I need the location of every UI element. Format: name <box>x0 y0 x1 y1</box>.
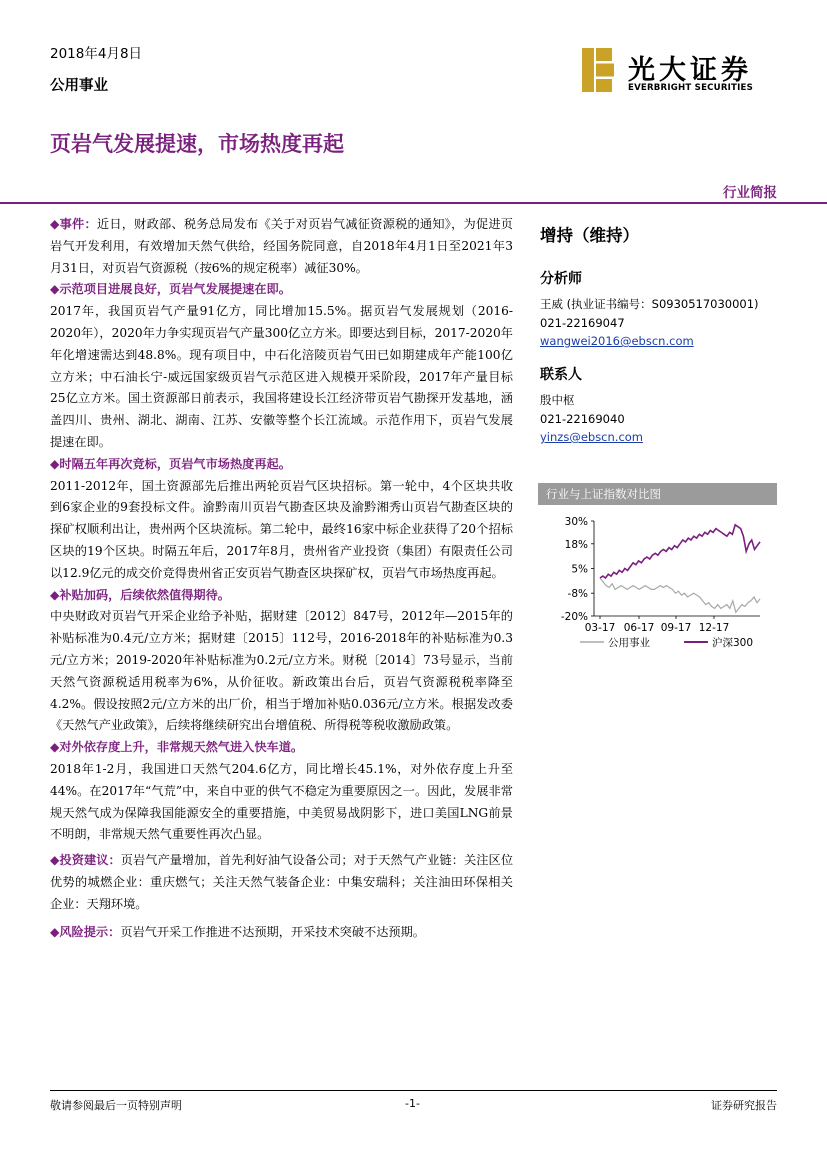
event-paragraph <box>50 214 513 279</box>
chart-series-line-hs300 <box>600 525 760 578</box>
dependence-paragraph: 2018年1-2月，我国进口天然气204.6亿方，同比增长45.1%，对外依存度上升至44%。在2017年“气荒”中，来自中亚的供气不稳定为重要原因之一。因此，发展非常规天然气成为保障我国能源安全的重要措施，中美贸易战阴影下，进口美国LNG前景不明朗，非常规天然气重要性再次凸显。 <box>50 761 513 842</box>
investment-text: 页岩气产量增加，首先利好油气设备公司；对于天然气产业链：关注区位优势的城燃企业：重庆燃气；关注天然气装备企业：中集安瑞科；关注油田环保相关企业：天翔环境。 <box>50 853 514 911</box>
sector-label: 公用事业 <box>50 78 108 94</box>
chart-x-tick-label: 09-17 <box>660 622 692 634</box>
footer-disclaimer: 敬请参阅最后一页特别声明 <box>50 1099 182 1112</box>
section-heading-dependence: ◆对外依存度上升，非常规天然气进入快车道。 <box>50 740 304 755</box>
risk-paragraph <box>50 922 513 944</box>
section-heading-bidding: ◆时隔五年再次竞标，页岩气市场热度再起。 <box>50 456 291 471</box>
analyst-phone: 021-22169047 <box>540 316 625 330</box>
chart-x-tick-label: 03-17 <box>584 622 616 634</box>
investment-lead: ◆投资建议： <box>50 853 121 868</box>
chart-y-tick-label: -20% <box>560 611 588 623</box>
company-logo <box>582 46 782 98</box>
logo-chinese-text: 光大证券 <box>628 55 752 86</box>
risk-lead: ◆风险提示： <box>50 924 121 939</box>
contact-phone: 021-22169040 <box>540 412 625 426</box>
chart-x-tick-label: 06-17 <box>623 622 655 634</box>
contact-name: 殷中枢 <box>540 393 575 407</box>
comparison-chart <box>538 508 777 658</box>
section-heading-demo: ◆示范项目进展良好，页岩气发展提速在即。 <box>50 282 291 297</box>
report-type: 行业简报 <box>723 185 777 201</box>
demo-paragraph: 2017年，我国页岩气产量91亿方，同比增加15.5%。据页岩气发展规划（2016-2020年），2020年力争实现页岩气产量300亿立方米。即要达到目标，2017-2020年年化增速需达到48.8%。现有项目中，中石化涪陵页岩气田已如期建成年产能100亿立方米；中石油长宁-威远国家级页岩气示范区进入规模开采阶段，2017年产量目标25亿立方米。国土资源部日前表示，我国将建设长江经济带页岩气勘探开发基地，涵盖四川、贵州、湖北、湖南、江苏、安徽等整个长江流域。示范作用下，页岩气发展提速在即。 <box>50 304 513 449</box>
risk-text: 页岩气开采工作推进不达预期，开采技术突破不达预期。 <box>120 924 425 939</box>
chart-x-tick-label: 12-17 <box>698 622 730 634</box>
report-title: 页岩气发展提速，市场热度再起 <box>50 132 344 156</box>
footer-divider <box>50 1090 777 1091</box>
chart-y-tick-label: 30% <box>564 516 588 528</box>
chart-legend-label: 公用事业 <box>608 637 650 649</box>
contact-title: 联系人 <box>540 367 582 383</box>
bidding-paragraph: 2011-2012年，国土资源部先后推出两轮页岩气区块招标。第一轮中，4个区块共收到6家企业的9套投标文件。渝黔南川页岩气勘查区块及渝黔湘秀山页岩气勘查区块的探矿权顺利出让，贵州两个区块流标。第二轮中，最终16家中标企业获得了20个招标区块的19个区块。时隔五年后，2017年8月，贵州省产业投资（集团）有限责任公司以12.9亿元的成交价竞得贵州省正安页岩气勘查区块探矿权，页岩气市场热度再起。 <box>50 478 513 580</box>
chart-y-tick-label: 5% <box>571 563 588 576</box>
analyst-title: 分析师 <box>540 271 582 287</box>
contact-email-link[interactable]: yinzs@ebscn.com <box>540 430 644 444</box>
chart-y-tick-label: -8% <box>567 588 588 601</box>
section-heading-subsidy: ◆补贴加码，后续依然值得期待。 <box>50 587 230 602</box>
analyst-email-link[interactable]: wangwei2016@ebscn.com <box>540 334 694 348</box>
sidebar <box>540 222 780 444</box>
chart-title: 行业与上证指数对比图 <box>538 483 777 505</box>
page-number: -1- <box>405 1097 420 1110</box>
logo-mark-icon <box>582 48 614 92</box>
rating: 增持（维持） <box>540 226 639 245</box>
investment-paragraph <box>50 850 513 915</box>
subsidy-paragraph: 中央财政对页岩气开采企业给予补贴，据财建〔2012〕847号，2012年—2015年的补贴标准为0.4元/立方米；据财建〔2015〕112号，2016-2018年的补贴标准为0.3元/立方米；2019-2020年补贴标准为0.2元/立方米。财税〔2014〕73号显示，当前天然气资源税适用税率为6%，从价征收。新政策出台后，页岩气资源税税率降至4.2%。假设按照2元/立方米的出厂价，相当于增加补贴0.036元/立方米。根据发改委《天然气产业政策》，后续将继续研究出台增值税、所得税等税收激励政策。 <box>50 609 513 733</box>
report-date: 2018年4月8日 <box>50 46 143 62</box>
logo-english-text: EVERBRIGHT SECURITIES <box>628 83 753 93</box>
event-lead: ◆事件： <box>50 217 97 231</box>
footer-report-label: 证券研究报告 <box>711 1099 777 1112</box>
chart-series-line-utilities <box>600 578 760 612</box>
report-body <box>50 214 513 943</box>
analyst-name: 王威 (执业证书编号：S0930517030001) <box>540 297 759 311</box>
event-text: 近日，财政部、税务总局发布《关于对页岩气减征资源税的通知》，为促进页岩气开发利用，有效增加天然气供给，经国务院同意，自2018年4月1日至2021年3月31日，对页岩气资源税（按6%的规定税率）减征30%。 <box>50 217 513 275</box>
chart-y-tick-label: 18% <box>564 538 588 551</box>
header-divider <box>0 202 827 204</box>
chart-legend-label: 沪深300 <box>712 637 754 649</box>
